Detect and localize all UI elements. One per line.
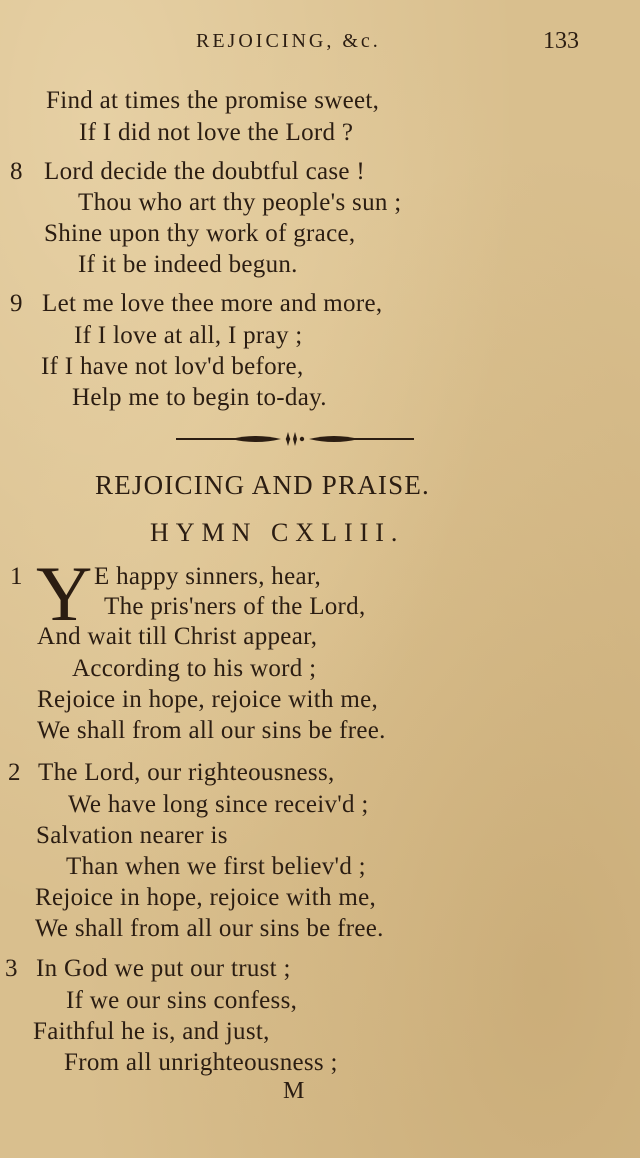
verse-line: If I have not lov'd before, — [41, 353, 304, 380]
verse-line: Thou who art thy people's sun ; — [78, 189, 402, 216]
divider-ornament-icon — [176, 428, 414, 450]
verse-line: If it be indeed begun. — [78, 251, 298, 278]
verse-line: In God we put our trust ; — [36, 955, 291, 982]
signature-mark: M — [283, 1078, 305, 1104]
verse-line: We shall from all our sins be free. — [37, 717, 386, 744]
running-head: REJOICING, &c. — [196, 30, 381, 52]
verse-line: From all unrighteousness ; — [64, 1049, 338, 1076]
stanza-number: 2 — [8, 759, 21, 786]
verse-line: The Lord, our righteousness, — [38, 759, 335, 786]
page-number: 133 — [543, 28, 579, 54]
drop-cap: Y — [36, 550, 93, 637]
verse-line: Lord decide the doubtful case ! — [44, 158, 365, 185]
stanza-number: 9 — [10, 290, 23, 317]
verse-line: Salvation nearer is — [36, 822, 228, 849]
verse-line: And wait till Christ appear, — [37, 623, 318, 650]
verse-line: The pris'ners of the Lord, — [104, 593, 366, 620]
stanza-number: 1 — [10, 563, 23, 590]
verse-line: Than when we first believ'd ; — [66, 853, 366, 880]
verse-line: Find at times the promise sweet, — [46, 87, 380, 114]
verse-line: Shine upon thy work of grace, — [44, 220, 356, 247]
verse-line: If I did not love the Lord ? — [79, 119, 354, 146]
verse-line: According to his word ; — [72, 655, 317, 682]
verse-line: We shall from all our sins be free. — [35, 915, 384, 942]
stanza-number: 3 — [5, 955, 18, 982]
verse-line: Rejoice in hope, rejoice with me, — [35, 884, 377, 911]
section-title: REJOICING AND PRAISE. — [95, 470, 430, 500]
verse-line: Help me to begin to-day. — [72, 384, 327, 411]
verse-line: Faithful he is, and just, — [33, 1018, 270, 1045]
stanza-number: 8 — [10, 158, 23, 185]
hymn-title: HYMN CXLIII. — [150, 518, 405, 547]
verse-line: If we our sins confess, — [66, 987, 298, 1014]
verse-line: If I love at all, I pray ; — [74, 322, 303, 349]
verse-line: We have long since receiv'd ; — [68, 791, 369, 818]
verse-line: E happy sinners, hear, — [94, 563, 322, 590]
verse-line: Let me love thee more and more, — [42, 290, 383, 317]
verse-line: Rejoice in hope, rejoice with me, — [37, 686, 379, 713]
